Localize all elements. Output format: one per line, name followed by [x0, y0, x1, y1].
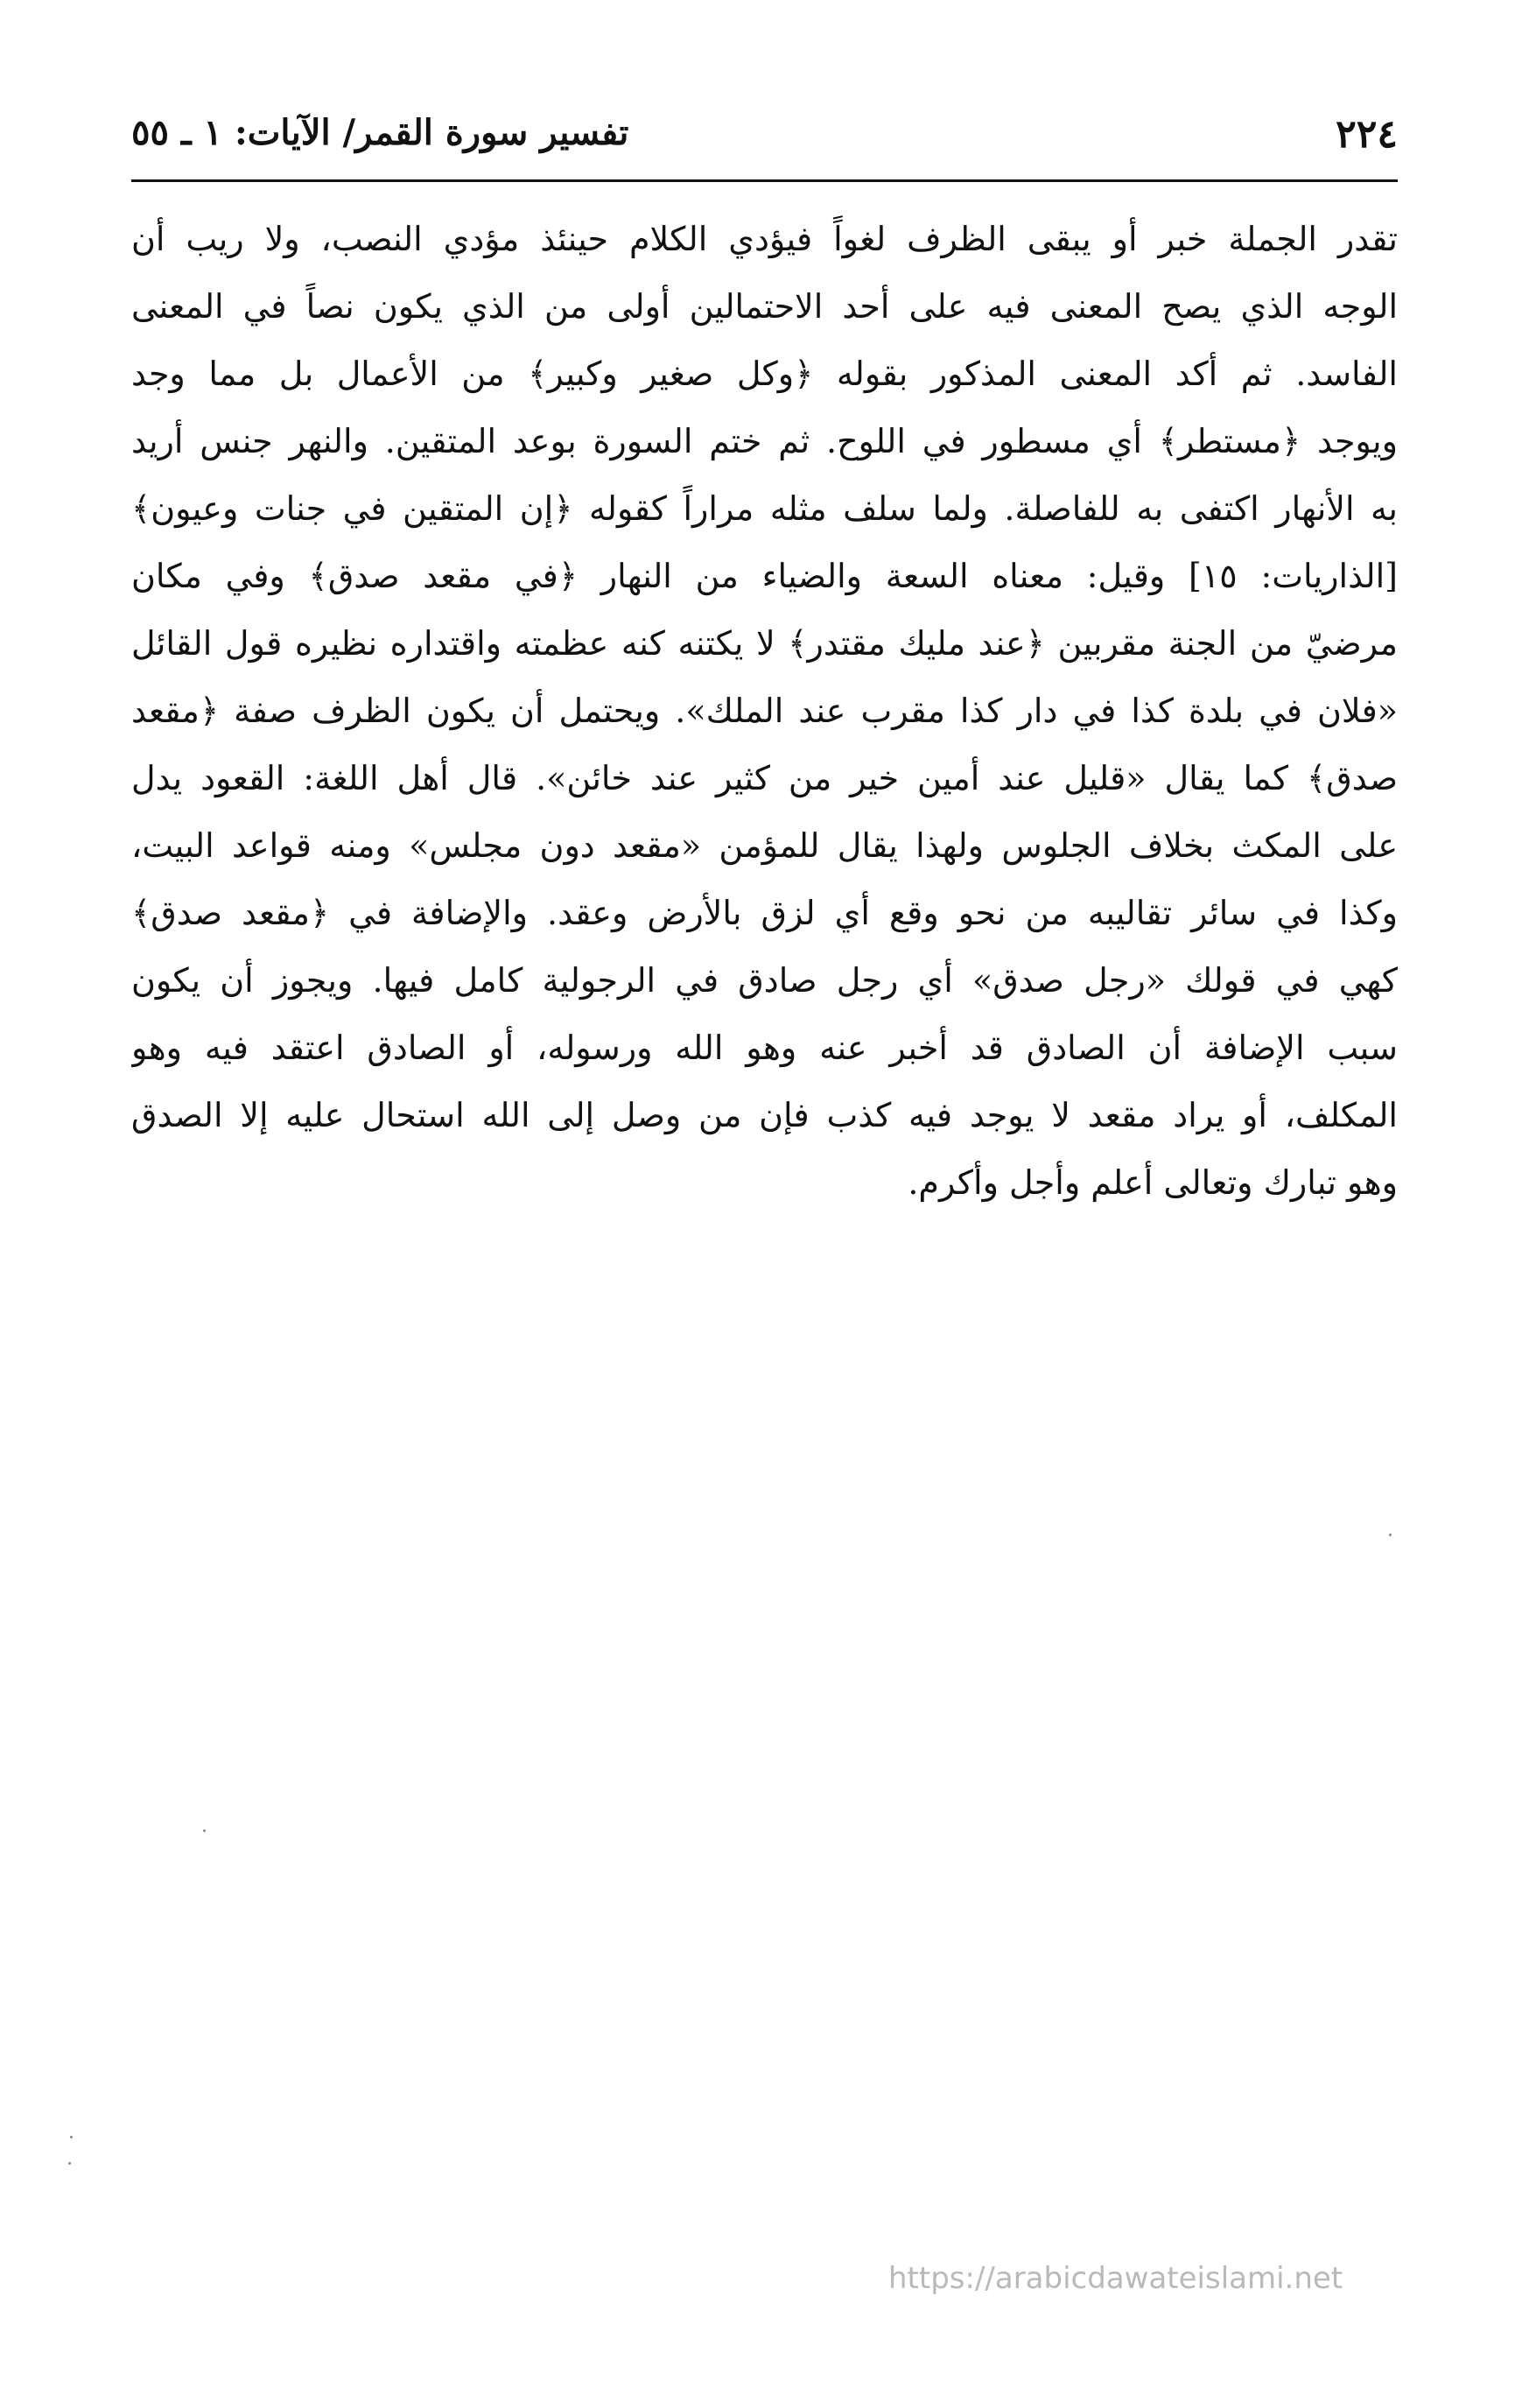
- text-line: الفاسد. ثم أكد المعنى المذكور بقوله ﴿وكل صغير وكبير﴾ من الأعمال بل مما وجد: [131, 355, 1398, 393]
- page-header: [131, 112, 1398, 173]
- running-title: تفسير سورة القمر/ الآيات: ١ ـ ٥٥: [131, 112, 629, 153]
- watermark-url: https://arabicdawateislami.net: [888, 2261, 1343, 2296]
- scan-speck: [70, 2136, 73, 2138]
- text-line: على المكث بخلاف الجلوس ولهذا يقال للمؤمن «مقعد دون مجلس» ومنه قواعد البيت،: [131, 826, 1398, 865]
- scan-speck: [1389, 1534, 1392, 1536]
- text-line: سبب الإضافة أن الصادق قد أخبر عنه وهو الله ورسوله، أو الصادق اعتقد فيه وهو: [131, 1028, 1398, 1067]
- text-line: مرضيّ من الجنة مقربين ﴿عند مليك مقتدر﴾ لا يكتنه كنه عظمته واقتداره نظيره قول القائل: [131, 624, 1398, 663]
- body-text: [131, 206, 1398, 1217]
- text-line: تقدر الجملة خبر أو يبقى الظرف لغواً فيؤدي الكلام حينئذ مؤدي النصب، ولا ريب أن: [131, 220, 1398, 258]
- text-line: الوجه الذي يصح المعنى فيه على أحد الاحتمالين أولى من الذي يكون نصاً في المعنى: [131, 287, 1398, 326]
- header-rule: [131, 179, 1398, 182]
- scan-speck: [68, 2162, 71, 2165]
- text-line: كهي في قولك «رجل صدق» أي رجل صادق في الرجولية كامل فيها. ويجوز أن يكون: [131, 961, 1398, 1000]
- text-line: [الذاريات: ١٥] وقيل: معناه السعة والضياء من النهار ﴿في مقعد صدق﴾ وفي مكان: [131, 557, 1398, 595]
- text-line: ويوجد ﴿مستطر﴾ أي مسطور في اللوح. ثم ختم السورة بوعد المتقين. والنهر جنس أريد: [131, 422, 1398, 460]
- text-line: المكلف، أو يراد مقعد لا يوجد فيه كذب فإن من وصل إلى الله استحال عليه إلا الصدق: [131, 1096, 1398, 1134]
- text-line: صدق﴾ كما يقال «قليل عند أمين خير من كثير عند خائن». قال أهل اللغة: القعود يدل: [131, 759, 1398, 797]
- text-line-last: وهو تبارك وتعالى أعلم وأجل وأكرم.: [908, 1163, 1398, 1202]
- text-line: «فلان في بلدة كذا في دار كذا مقرب عند الملك». ويحتمل أن يكون الظرف صفة ﴿مقعد: [131, 692, 1398, 730]
- page-number: ٢٢٤: [1336, 112, 1398, 157]
- text-line: وكذا في سائر تقاليبه من نحو وقع أي لزق بالأرض وعقد. والإضافة في ﴿مقعد صدق﴾: [131, 894, 1398, 932]
- scan-speck: [203, 1829, 206, 1832]
- text-line: به الأنهار اكتفى به للفاصلة. ولما سلف مثله مراراً كقوله ﴿إن المتقين في جنات وعيون﴾: [131, 489, 1398, 528]
